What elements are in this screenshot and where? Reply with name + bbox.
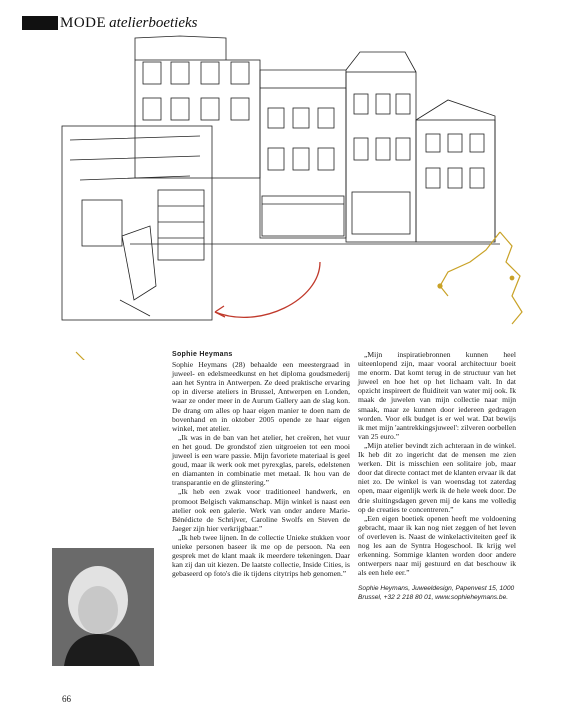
workshop-sketch-icon [62, 126, 212, 320]
paragraph: „Ik heb twee lijnen. In de collectie Unieke stukken voor unieke personen baseer ik me op de persoon. Na een gesprek met de klant maak ik meerdere tekeningen. Daar kan zij dan uit kiezen. De laatste collectie, Inside Cities, is gebaseerd op foto's die ik tijdens citytrips heb genomen.” [172, 532, 350, 579]
paragraph: „Mijn atelier bevindt zich achteraan in de winkel. Ik heb dit zo ingericht dat de mensen me zien werken. Dit is misschien een solitaire job, maar door dat directe contact met de klanten ervaar ik dat niet zo. De winkel is van woensdag tot zaterdag open, maar eigenlijk werk ik de hele week door. De drie sluitingsdagen geven mij de kans me volledig op de creaties te concentreren.” [358, 440, 516, 514]
section-label: MODE [60, 14, 107, 31]
contact-credit [358, 585, 516, 602]
storefront-sketch-icon [130, 36, 500, 244]
paragraph: „Ik heb een zwak voor traditioneel handwerk, en promoot Belgisch vakmanschap. Mijn winkel is naast een atelier ook een galerie. Werk van onder andere Marie-Bénédicte de Schrijver, Caroline Swolfs en Steven de Jaeger zijn hier verkrijgbaar.” [172, 487, 350, 533]
page-number: 66 [62, 694, 71, 704]
designer-portrait-icon [52, 548, 154, 666]
paragraph: „Een eigen boetiek openen heeft me voldoening gebracht, maar ik kan nog niet zeggen of het leven of overleven is. Naast de winkelactiviteiten geef ik nog les aan de Syntra Hogeschool. Ik krijg wel erkenning. Sommige klanten worden door andere ontwerpers naar mij gestuurd en dat beschouw ik als een hele eer.” [358, 513, 516, 578]
paragraph: Sophie Heymans (28) behaalde een meestergraad in juweel- en edelsmeedkunst en het diploma goudsmederij aan het Syntra in Antwerpen. Ze deed praktische ervaring op in diverse ateliers in Brussel, Antwerpen en Londen, waar ze onder meer in de Aurum Gallery aan de slag kon. De drang om alles op haar eigen manier te doen nam de bovenhand en in oktober 2005 opende ze haar eigen winkel, met atelier. [172, 360, 350, 433]
credit-line: Sophie Heymans, Juweeldesign, Papenvest 15, 1000 [358, 585, 515, 593]
article-column-2 [358, 350, 516, 603]
article-byline: Sophie Heymans [172, 351, 233, 358]
section-subtitle: atelierboetieks [109, 14, 198, 31]
gold-earrings-icon [76, 352, 150, 360]
credit-line: Brussel, +32 2 218 80 01, www.sophieheymans.be. [358, 593, 509, 601]
paragraph: „Ik was in de ban van het atelier, het creëren, het vuur en het goud. De grondstof zien uitgroeien tot een mooi juweel is een ware passie. Mijn favoriete materiaal is geel goud, maar ik werk ook met pyrexglas, parels, edelstenen en diamanten in combinatie met metaal. Ik hou van de transparantie en de glinstering.” [172, 432, 350, 488]
pointer-arrow-icon [215, 262, 320, 317]
paragraph: „Mijn inspiratiebronnen kunnen heel uiteenlopend zijn, maar vooral architectuur boeit me enorm. Dat komt terug in de structuur van het juweel en hoe het op het lichaam valt. In dat opzicht inspireert de fluiditeit van water mij ook. Ik maak de juwelen van mijn collectie naar mijn smaak, maar ze kunnen door iedereen gedragen worden. Voor elk budget is er wel wat. Dat bewijs ik met mijn 'aantrekkingsjuweel': zilveren oorbellen van 25 euro.” [358, 350, 516, 441]
article-column-1 [172, 350, 350, 578]
gold-necklace-icon [438, 232, 522, 324]
